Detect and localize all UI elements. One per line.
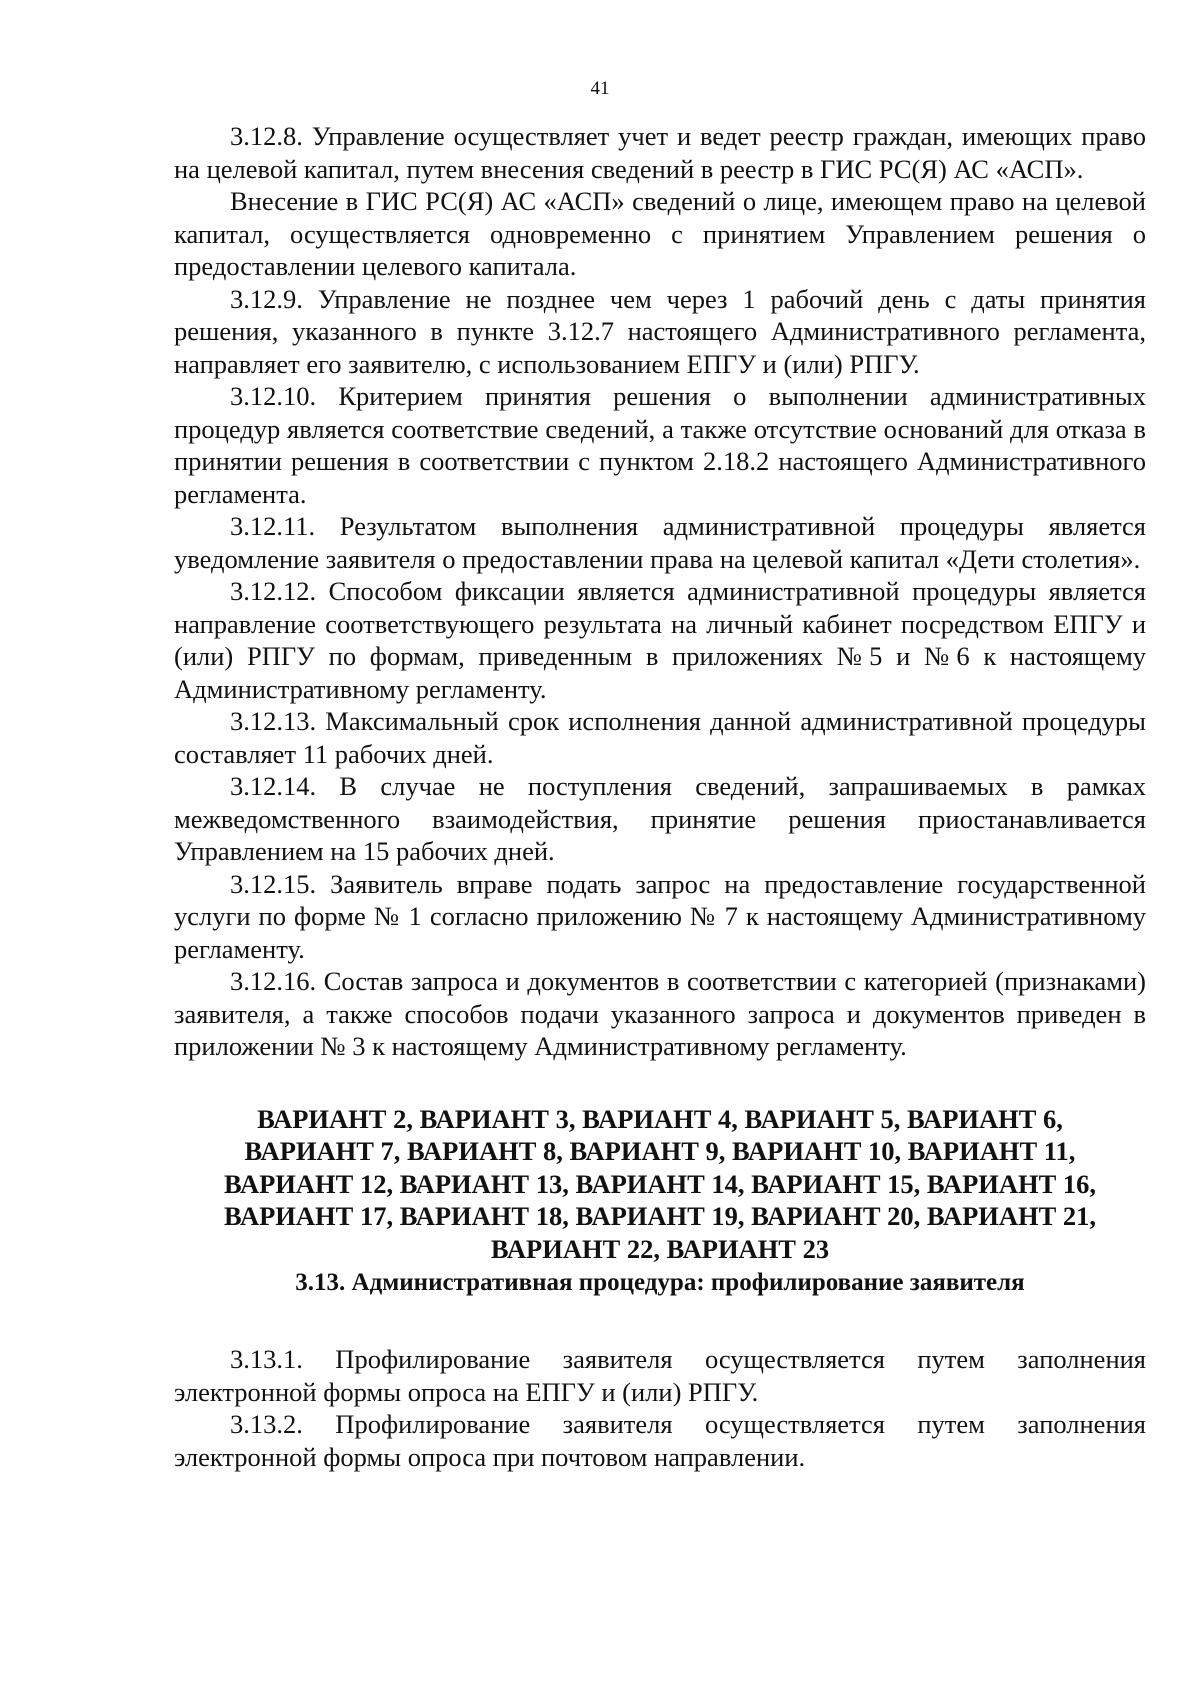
paragraph-3-13-1: 3.13.1. Профилирование заявителя осуществляется путем заполнения электронной формы опроса на ЕПГУ и (или) РПГУ. bbox=[174, 1344, 1146, 1407]
variants-heading-line: ВАРИАНТ 7, ВАРИАНТ 8, ВАРИАНТ 9, ВАРИАНТ 10, ВАРИАНТ 11, bbox=[244, 1136, 1076, 1166]
page-number: 41 bbox=[590, 78, 610, 99]
variants-heading-line: ВАРИАНТ 17, ВАРИАНТ 18, ВАРИАНТ 19, ВАРИАНТ 20, ВАРИАНТ 21, bbox=[223, 1201, 1097, 1231]
paragraph-3-12-10: 3.12.10. Критерием принятия решения о выполнении административных процедур является соответствие сведений, а также отсутствие оснований для отказа в принятии решения в соответствии с пунктом 2.18.2 настоящего Административного регламента. bbox=[174, 381, 1146, 509]
paragraph-3-12-12: 3.12.12. Способом фиксации является административной процедуры является направление соответствующего результата на личный кабинет посредством ЕПГУ и (или) РПГУ по формам, приведенным в приложениях №5 и №6 к настоящему Административному регламенту. bbox=[174, 576, 1146, 704]
variants-heading-line: ВАРИАНТ 22, ВАРИАНТ 23 bbox=[490, 1233, 830, 1264]
variants-heading-line: ВАРИАНТ 12, ВАРИАНТ 13, ВАРИАНТ 14, ВАРИАНТ 15, ВАРИАНТ 16, bbox=[223, 1168, 1097, 1199]
section-spacer bbox=[174, 1299, 1146, 1343]
paragraph-3-12-11: 3.12.11. Результатом выполнения административной процедуры является уведомление заявителя о предоставлении права на целевой капитал «Дети столетия». bbox=[174, 511, 1146, 574]
paragraph-3-12-9: 3.12.9. Управление не позднее чем через 1 рабочий день с даты принятия решения, указанного в пункте 3.12.7 настоящего Административного регламента, направляет его заявителю, с использованием ЕПГУ и (или) РПГУ. bbox=[174, 283, 1146, 379]
paragraph-3-12-8: 3.12.8. Управление осуществляет учет и ведет реестр граждан, имеющих право на целевой капитал, путем внесения сведений в реестр в ГИС РС(Я) АС «АСП». bbox=[174, 121, 1146, 184]
section-title: 3.13. Административная процедура: профилирование заявителя bbox=[295, 1269, 1025, 1296]
paragraph-3-12-14: 3.12.14. В случае не поступления сведений, запрашиваемых в рамках межведомственного взаимодействия, принятие решения приостанавливается Управлением на 15 рабочих дней. bbox=[174, 771, 1146, 866]
variants-heading bbox=[174, 1103, 1146, 1266]
document-body bbox=[174, 120, 1146, 1473]
paragraph-gis-entry: Внесение в ГИС РС(Я) АС «АСП» сведений о лице, имеющем право на целевой капитал, осуществляется одновременно с принятием Управлением решения о предоставлении целевого капитала. bbox=[174, 186, 1146, 281]
paragraph-3-12-15: 3.12.15. Заявитель вправе подать запрос на предоставление государственной услуги по форме № 1 согласно приложению № 7 к настоящему Административному регламенту. bbox=[174, 868, 1146, 964]
paragraph-3-12-16: 3.12.16. Состав запроса и документов в соответствии с категорией (признаками) заявителя, а также способов подачи указанного запроса и документов приведен в приложении № 3 к настоящему Административному регламенту. bbox=[174, 966, 1146, 1061]
variants-heading-line: ВАРИАНТ 2, ВАРИАНТ 3, ВАРИАНТ 4, ВАРИАНТ 5, ВАРИАНТ 6, bbox=[257, 1103, 1063, 1134]
paragraph-3-12-13: 3.12.13. Максимальный срок исполнения данной административной процедуры составляет 11 рабочих дней. bbox=[174, 706, 1146, 769]
paragraph-3-13-2: 3.13.2. Профилирование заявителя осуществляется путем заполнения электронной формы опроса при почтовом направлении. bbox=[174, 1409, 1146, 1472]
